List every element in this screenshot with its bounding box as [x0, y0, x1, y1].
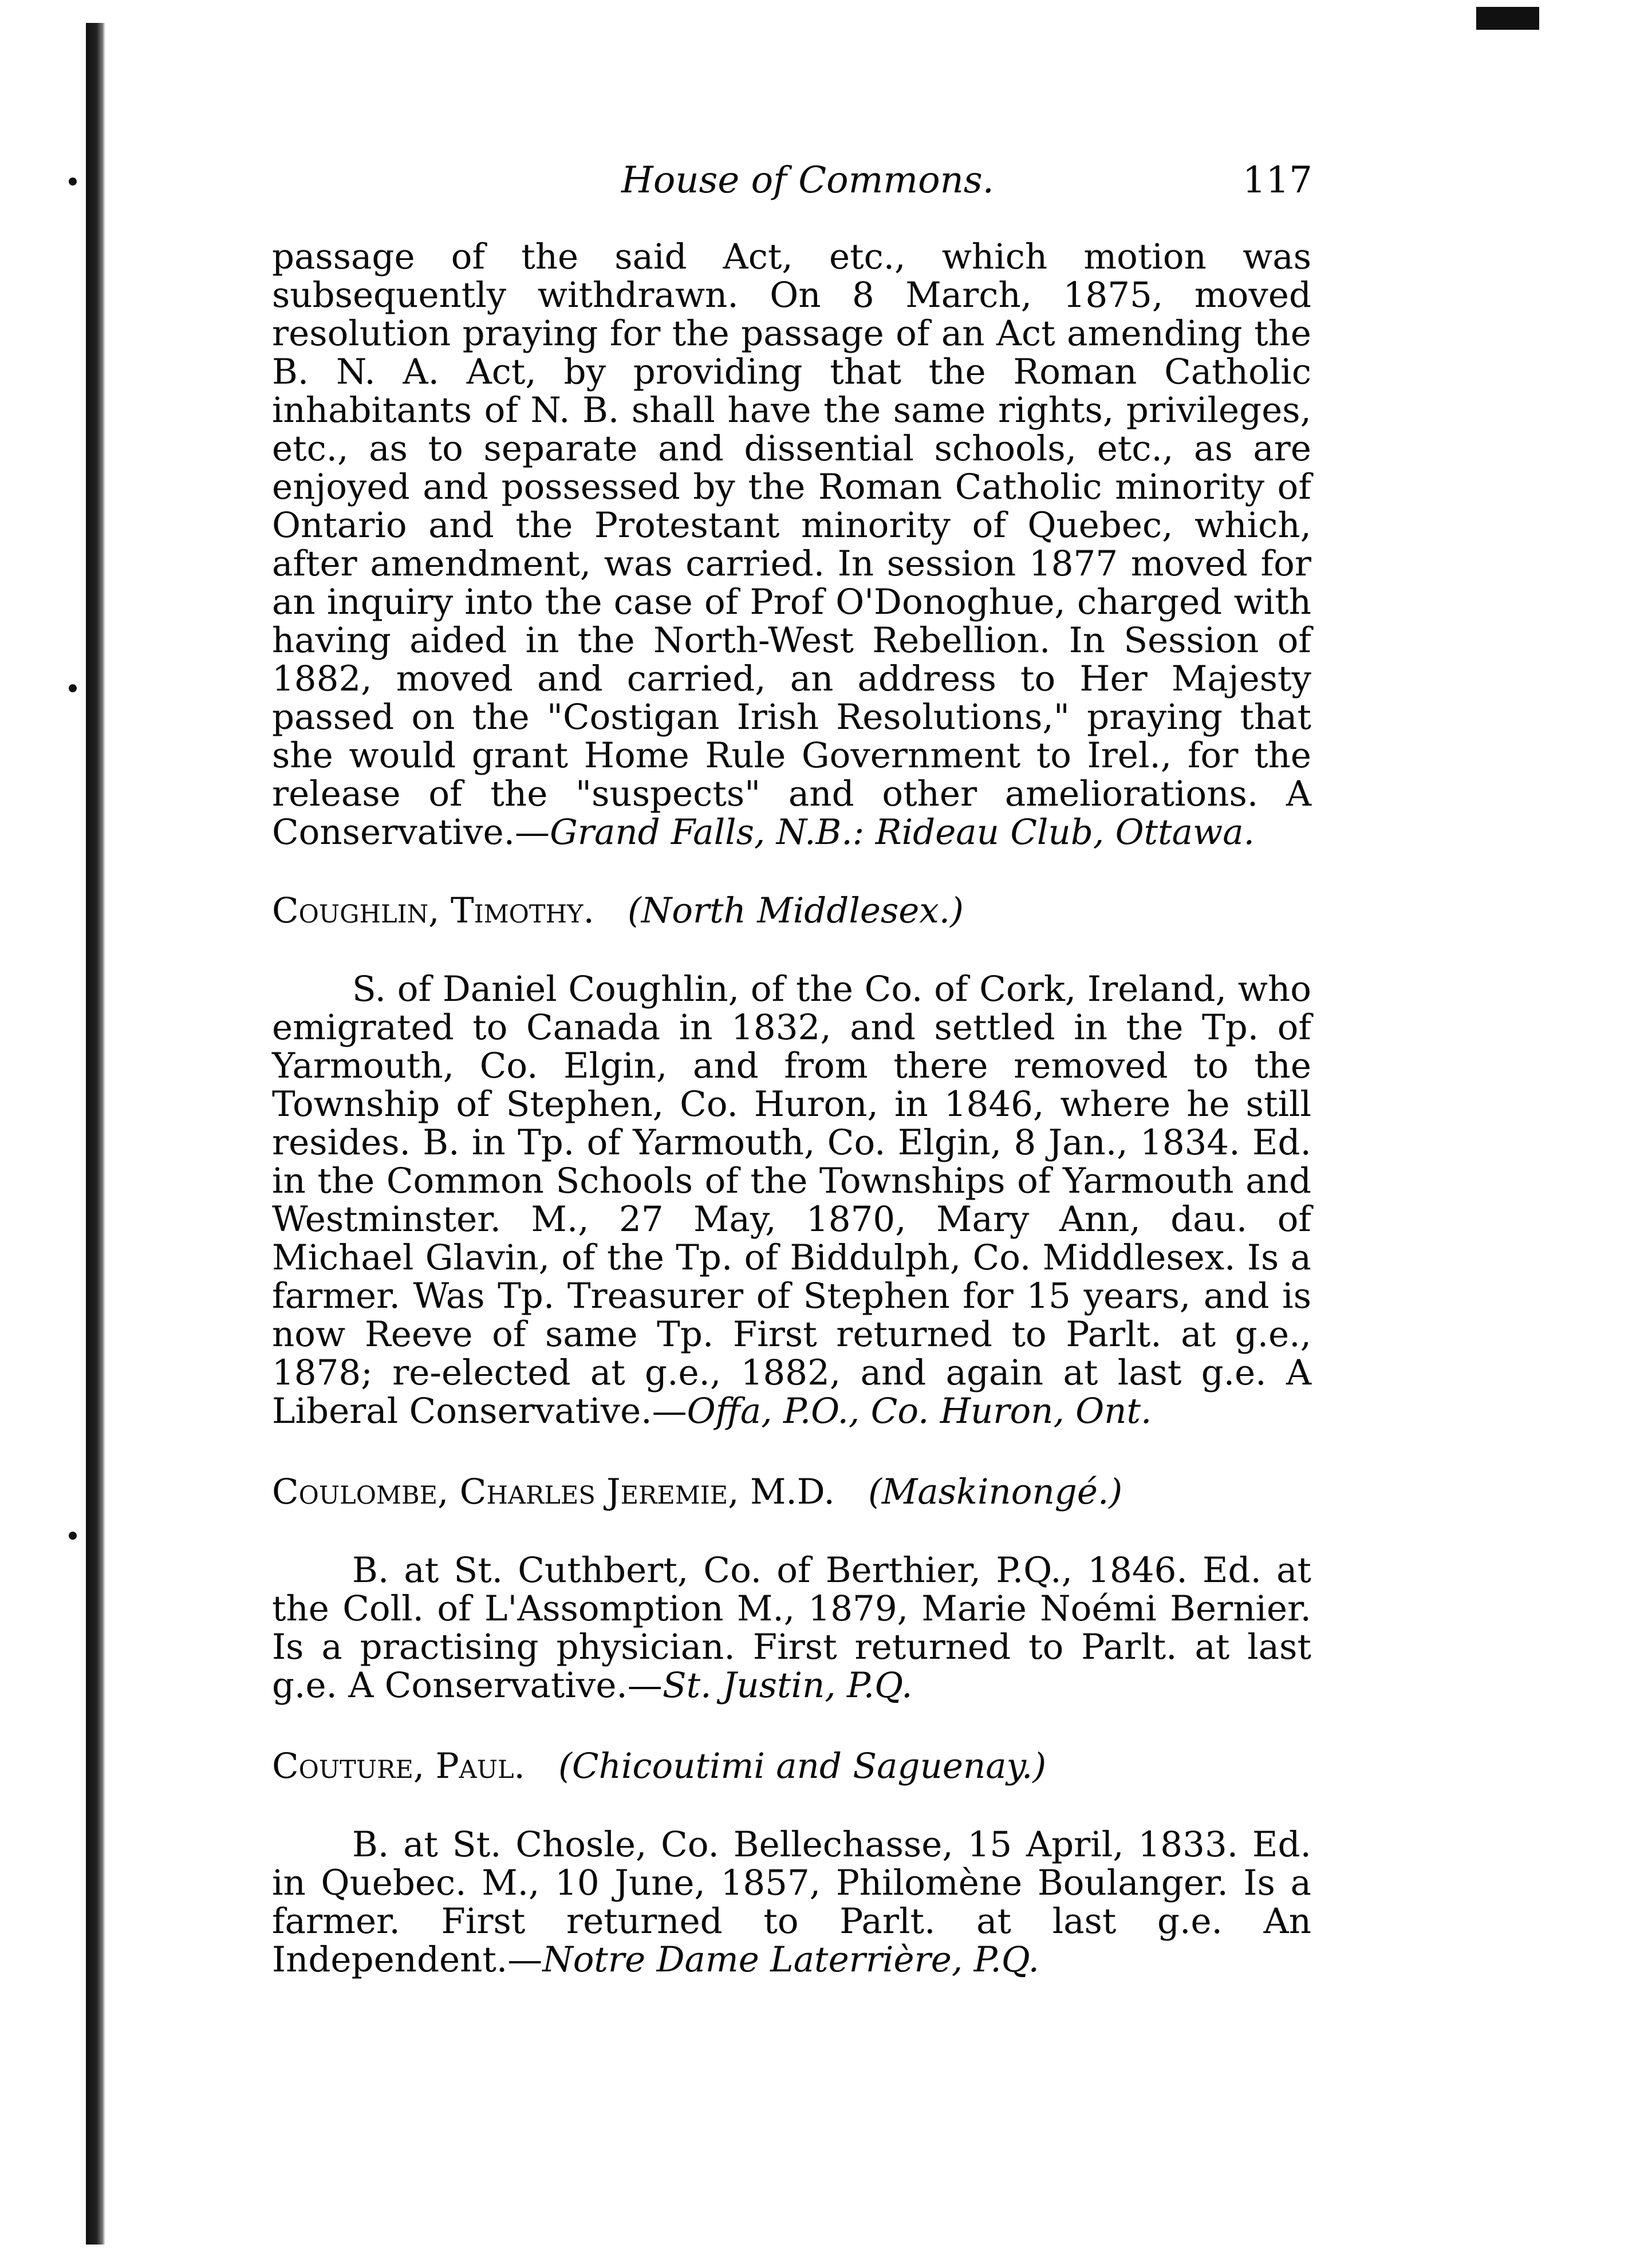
running-title: House of Commons.: [621, 159, 994, 202]
entry-gap: [272, 1511, 1311, 1551]
entry-heading: [272, 1747, 1311, 1785]
entry-address: Offa, P.O., Co. Huron, Ont.: [687, 1391, 1152, 1431]
entry-name: Coughlin, Timothy.: [272, 890, 594, 931]
running-head: [272, 159, 1312, 211]
entry-gap: [272, 851, 1311, 892]
entry-gap: [272, 1705, 1311, 1747]
entry-biography: [272, 970, 1311, 1430]
entry-gap: [272, 930, 1311, 970]
continuation-address: Grand Falls, N.B.: Rideau Club, Ottawa.: [550, 812, 1255, 853]
entry-coughlin: [272, 892, 1311, 1430]
entry-couture: [272, 1747, 1311, 1979]
entry-riding: (North Middlesex.): [628, 890, 964, 931]
continuation-text: passage of the said Act, etc., which motion was subsequently withdrawn. On 8 March, 1875, moved resolution praying for the passage of an Act amending the B. N. A. Act, by providing that the Roman Catholic inhabitants of N. B. shall have the same rights, privileges, etc., as to separate and dissential schools, etc., as are enjoyed and possessed by the Roman Catholic minority of Ontario and the Protestant minority of Quebec, which, after amendment, was carried. In session 1877 moved for an inquiry into the case of Prof O'Donoghue, charged with having aided in the North-West Rebellion. In Session of 1882, moved and carried, an address to Her Majesty passed on the "Costigan Irish Resolutions," praying that she would grant Home Rule Government to Irel., for the release of the "suspects" and other ameliorations. A Conservative.—: [272, 236, 1311, 853]
entry-gap: [272, 1430, 1311, 1473]
entry-riding: (Chicoutimi and Saguenay.): [558, 1746, 1047, 1786]
entry-address: St. Justin, P.Q.: [662, 1665, 913, 1706]
entry-name: Couture, Paul.: [272, 1746, 525, 1786]
entry-bio-text: S. of Daniel Coughlin, of the Co. of Cork, Ireland, who emigrated to Canada in 1832, and settled in the Tp. of Yarmouth, Co. Elgin, and from there removed to the Township of Stephen, Co. Huron, in 1846, where he still resides. B. in Tp. of Yarmouth, Co. Elgin, 8 Jan., 1834. Ed. in the Common Schools of the Townships of Yarmouth and Westminster. M., 27 May, 1870, Mary Ann, dau. of Michael Glavin, of the Tp. of Biddulph, Co. Middlesex. Is a farmer. Was Tp. Treasurer of Stephen for 15 years, and is now Reeve of same Tp. First returned to Parlt. at g.e., 1878; re-elected at g.e., 1882, and again at last g.e. A Liberal Conservative.—: [272, 969, 1311, 1431]
binding-speck: [69, 684, 77, 692]
page-number: 117: [1242, 159, 1312, 202]
entry-bio-text: B. at St. Chosle, Co. Bellechasse, 15 April, 1833. Ed. in Quebec. M., 10 June, 1857, Philomène Boulanger. Is a farmer. First returned to Parlt. at last g.e. An Independent.—: [272, 1824, 1311, 1980]
entry-riding: (Maskinongé.): [868, 1472, 1123, 1512]
body-text: [272, 238, 1311, 1979]
binding-speck: [69, 178, 77, 186]
entry-heading: [272, 1473, 1311, 1511]
entry-bio-text: B. at St. Cuthbert, Co. of Berthier, P.Q., 1846. Ed. at the Coll. of L'Assomption M., 1879, Marie Noémi Bernier. Is a practising physician. First returned to Parlt. at last g.e. A Conservative.—: [272, 1550, 1311, 1706]
entry-gap: [272, 1785, 1311, 1825]
binding-shadow: [86, 23, 105, 2245]
entry-biography: [272, 1825, 1311, 1979]
entry-heading: [272, 892, 1311, 930]
entry-name: Coulombe, Charles Jeremie, M.D.: [272, 1472, 835, 1512]
binding-speck: [69, 1532, 77, 1540]
entry-coulombe: [272, 1473, 1311, 1705]
corner-scan-mark: [1476, 7, 1539, 30]
continuation-paragraph: [272, 238, 1311, 851]
entry-address: Notre Dame Laterrière, P.Q.: [542, 1939, 1040, 1980]
entry-biography: [272, 1551, 1311, 1705]
